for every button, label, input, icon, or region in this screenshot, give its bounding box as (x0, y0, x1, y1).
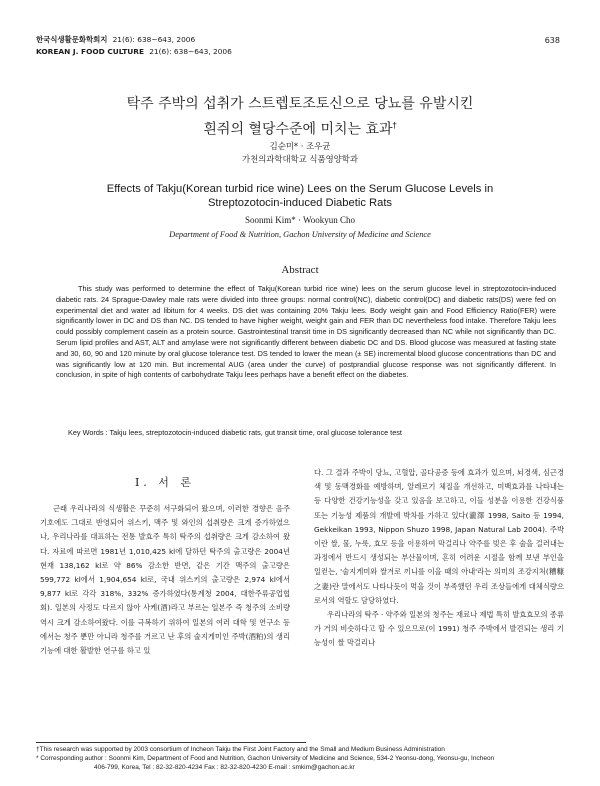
keywords (68, 428, 558, 438)
intro-paragraph-1-continued: 다. 그 결과 주박이 당뇨, 고혈압, 골다공증 등에 효과가 있으며, 뇌경색, 심근경색 및 동맥경화를 예방하며, 알레르기 체질을 개선하고, 미백효과를 나타내는 등 다양한 건강기능성을 갖고 있음을 보고하고, 이들 성분을 이용한 건강식품 또는 기능성 제품의 개발에 박차를 가하고 있다(瀧澤 1998, Saito 등 1994, Gekkeikan 1993, Nippon Shuzo 1998, Japan Natural Lab 2004). 주박이란 쌀, 물, 누룩, 효모 등을 이용하여 막걸리나 약주를 빚은 후 술을 걸러내는 과정에서 반드시 생성되는 부산물이며, 흔히 어려운 시절을 함께 보낸 부인을 일컫는, '술지게미와 쌀겨로 끼니를 이을 때의 아내'라는 의미의 조강지처(糟糠之妻)란 말에서도 나타나듯이 먹을 것이 부족했던 우리 조상들에게 대체식량으로서의 역할도 담당하였다. (314, 468, 564, 605)
abstract-body: This study was performed to determine the effect of Takju(Korean turbid rice wine) lees on the serum glucose level in streptozotocin-induced diabetic rats. 24 Sprague-Dawley male rats were divided into three groups: normal control(NC), diabetic control(DC) and diabetic rats(DS) were fed on experimental diet and water ad libitum for 4 weeks. DS diet was containing 20% Takju lees. Body weight gain and Food Efficiency Ratio(FER) were significantly lower in DC and DS than NC. DS tended to have higher weight, weight gain and FER than DC nevertheless food intake. Therefore Takju lees could possibly complement casein as a protein source. Gastrointestinal transit time in DS significantly decreased than NC while not significantly than DC. Serum lipid profiles and AST, ALT and amylase were not significantly different between diabetic DC and DS. Blood glucose was measured at fasting state and 30, 60, 90 and 120 minute by oral glucose tolerance test. DS tended to lower the mean (± SE) incremental blood glucose concentrations than DC and was significantly low at 120 min. But incremental AUG (area under the curve) of postprandial glucose response was not significantly different. In conclusion, in spite of high contents of carbohydrate Takju lees perhaps have a benefit effect on the diabetes. (56, 284, 556, 380)
title-kr-line2-wrap (0, 115, 600, 141)
footnote-corresponding: * Corresponding author : Soonmi Kim, Department of Food and Nutrition, Gachon University of Medicine and Science, 534-2 Yeonsu-dong, Yeonsu-gu, Incheon (36, 755, 495, 762)
title-english (0, 182, 600, 210)
journal-name-en (36, 47, 336, 56)
keywords-label: Key Words : (68, 428, 108, 437)
page-number: 638 (544, 36, 560, 45)
footnotes (36, 745, 566, 772)
journal-issue-en: 21(6): 638~643, 2006 (149, 47, 232, 56)
title-footnote-mark: † (392, 121, 397, 130)
title-kr-line1: 탁주 주박의 섭취가 스트렙토조토신으로 당뇨를 유발시킨 (126, 96, 474, 112)
journal-title-kr: 한국식생활문화학회지 (36, 35, 108, 44)
affiliation-kr: 가천의과학대학교 식품영양학과 (242, 154, 358, 164)
title-en-line2: Streptozotocin-induced Diabetic Rats (207, 197, 393, 209)
authors-korean (0, 140, 600, 166)
title-korean (0, 94, 600, 141)
journal-name-kr (36, 34, 336, 45)
title-en-line1: Effects of Takju(Korean turbid rice wine) Lees on the Serum Glucose Levels in (106, 183, 494, 195)
section-heading-introduction: I. 서 론 (134, 476, 196, 489)
authors-english (0, 214, 600, 241)
journal-header (36, 34, 336, 56)
department-en: Department of Food & Nutrition, Gachon University of Medicine and Science (169, 230, 431, 239)
intro-paragraph-1: 근래 우리나라의 식생활은 꾸준히 서구화되어 왔으며, 이러한 경향은 음주기호에도 그대로 반영되어 위스키, 맥주 및 와인의 섭취량은 크게 증가하였으나, 우리나라를 대표하는 전통 발효주 특히 탁주의 섭취량은 크게 감소하여 왔다. 자료에 따르면 1981년 1,010,425 kl에 달하던 탁주의 출고량은 2004년 현재 138,162 kl로 약 86% 감소한 반면, 같은 기간 맥주의 출고량은 599,772 kl에서 1,904,654 kl로, 국내 위스키의 출고량은 2,974 kl에서 9,877 kl로 각각 318%, 332% 증가하였다(통계청 2004, 대한주류공업협회). 일본의 사정도 다르지 않아 사케(酒)라고 부르는 일본주 즉 청주의 소비량 역시 크게 감소하여왔다. 이를 극복하기 위하여 일본의 여러 대학 및 연구소 등에서는 청주 뿐만 아니라 청주를 거르고 난 후의 술지게미인 주박(酒粕)의 생리기능에 대한 활발한 연구를 하고 있 (40, 504, 290, 656)
keywords-list: Takju lees, streptozotocin-induced diabetic rats, gut transit time, oral glucose tolerance test (109, 428, 402, 437)
footnote-corresponding-contact: 406-799, Korea, Tel : 82-32-820-4234 Fax : 82-32-820-4230 E-mail : smkim@gachon.ac.kr (94, 764, 355, 771)
body-column-left (40, 472, 290, 658)
footnote-divider (36, 742, 306, 743)
intro-paragraph-2: 우리나라의 탁주 · 약주와 일본의 청주는 재료나 제법 특히 발효효모의 종류가 거의 비슷하다고 할 수 있으므로(이 1991) 청주 주박에서 발견되는 생리 기능성이 쌀 막걸리나 (314, 610, 564, 648)
journal-issue-kr: 21(6): 638~643, 2006 (112, 35, 196, 44)
footnote-funding: †This research was supported by 2003 consortium of Incheon Takju the First Joint Factory and the Small and Medium Business Administration (36, 746, 445, 753)
abstract-heading: Abstract (281, 264, 319, 276)
journal-title-en: KOREAN J. FOOD CULTURE (36, 47, 145, 56)
author-names-kr: 김순미* · 조우균 (269, 141, 331, 151)
body-column-right (314, 466, 564, 651)
title-kr-line2: 흰쥐의 혈당수준에 미치는 효과 (203, 121, 393, 138)
author-names-en: Soonmi Kim* · Wookyun Cho (244, 215, 356, 225)
